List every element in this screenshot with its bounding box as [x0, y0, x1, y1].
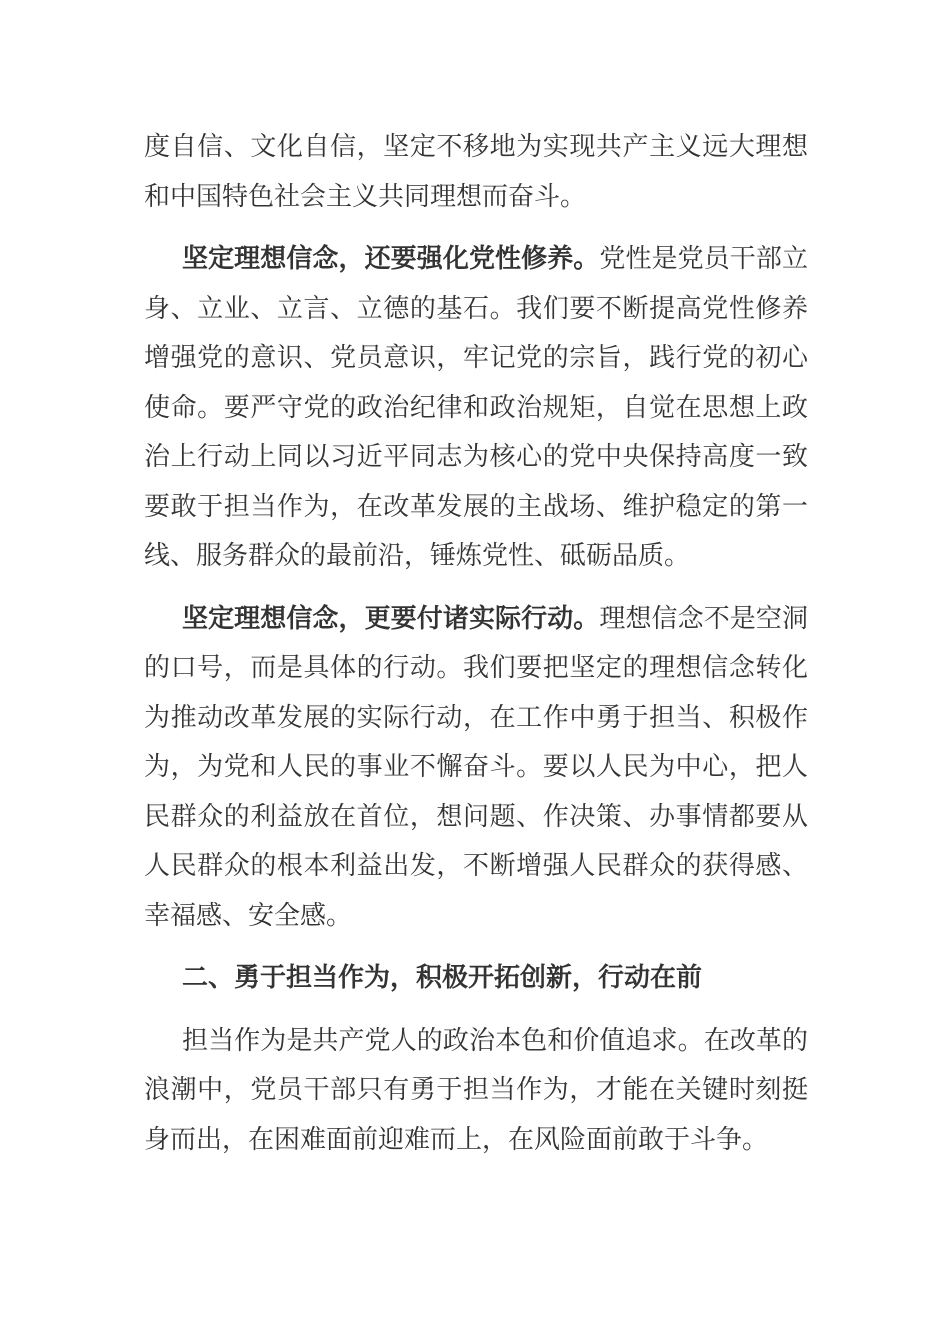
- paragraph-text: 党性是党员干部立身、立业、立言、立德的基石。我们要不断提高党性修养增强党的意识、党员意识，牢记党的宗旨，践行党的初心使命。要严守党的政治纪律和政治规矩，自觉在思想上政治上行动上同以习近平同志为核心的党中央保持高度一致要敢于担当作为，在改革发展的主战场、维护稳定的第一线、服务群众的最前沿，锤炼党性、砥砺品质。: [144, 244, 808, 571]
- paragraph-party-spirit: [144, 235, 808, 582]
- paragraph-responsibility: 担当作为是共产党人的政治本色和价值追求。在改革的浪潮中，党员干部只有勇于担当作为，才能在关键时刻挺身而出，在困难面前迎难而上，在风险面前敢于斗争。: [144, 1025, 808, 1155]
- paragraph-continuation: [144, 123, 808, 222]
- paragraph-text: 度自信、文化自信，坚定不移地为实现共产主义远大理想和中国特色社会主义共同理想而奋斗。: [144, 132, 808, 212]
- document-page: [144, 123, 808, 1178]
- paragraph-lead-sentence: 坚定理想信念，更要付诸实际行动。: [182, 603, 600, 634]
- section-heading: 二、勇于担当作为，积极开拓创新，行动在前: [182, 963, 703, 993]
- paragraph-lead-sentence: 坚定理想信念，还要强化党性修养。: [182, 244, 600, 274]
- paragraph-practical-action: [144, 595, 808, 942]
- paragraph-text: 理想信念不是空洞的口号，而是具体的行动。我们要把坚定的理想信念转化为推动改革发展的实际行动，在工作中勇于担当、积极作为，为党和人民的事业不懈奋斗。要以人民为中心，把人民群众的利益放在首位，想问题、作决策、办事情都要从人民群众的根本利益出发，不断增强人民群众的获得感、幸福感、安全感。: [144, 603, 808, 931]
